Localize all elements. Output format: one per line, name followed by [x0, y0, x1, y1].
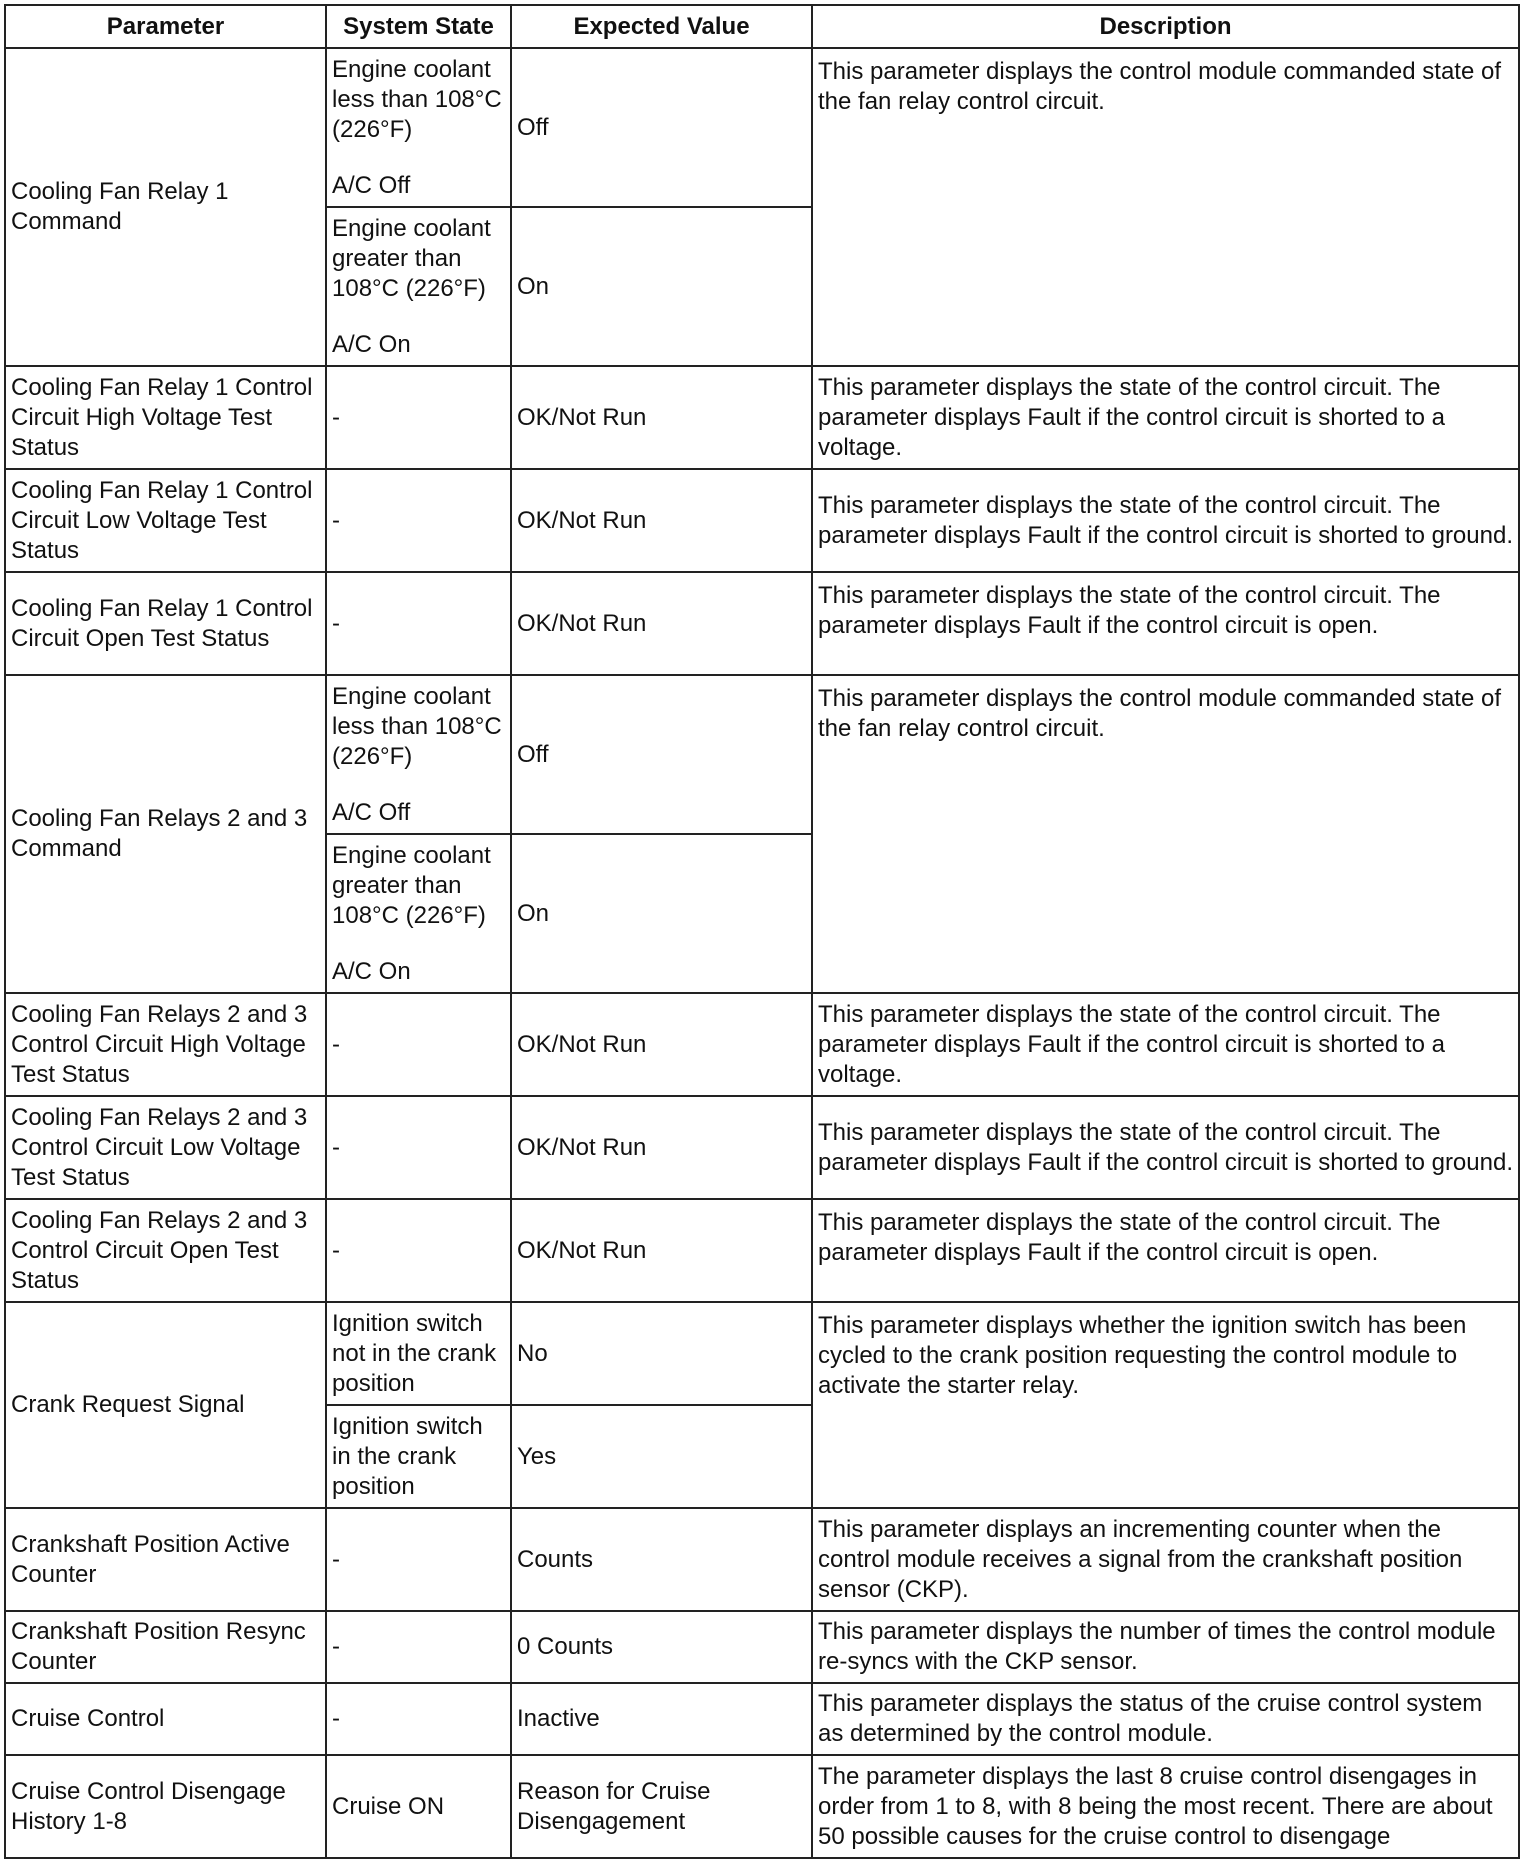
- header-row: [5, 5, 1519, 48]
- state-line: Engine coolant less than 108°C (226°F): [332, 55, 502, 143]
- description-cell: This parameter displays the control module commanded state of the fan relay control circuit.: [812, 675, 1519, 993]
- header-system-state: System State: [326, 5, 511, 48]
- parameter-cell: Cooling Fan Relays 2 and 3 Command: [5, 675, 326, 993]
- system-state-cell: -: [326, 1611, 511, 1683]
- description-cell: This parameter displays the control module commanded state of the fan relay control circuit.: [812, 48, 1519, 366]
- state-line: A/C On: [332, 330, 411, 358]
- description-cell: The parameter displays the last 8 cruise control disengages in order from 1 to 8, with 8 being the most recent. There are about 50 possible causes for the cruise control to disengage: [812, 1755, 1519, 1858]
- expected-value-cell: OK/Not Run: [511, 1096, 812, 1199]
- expected-value-cell: On: [511, 834, 812, 993]
- system-state-cell: Ignition switch in the crank position: [326, 1405, 511, 1508]
- expected-value-cell: OK/Not Run: [511, 1199, 812, 1302]
- expected-value-cell: Off: [511, 48, 812, 207]
- header-parameter: Parameter: [5, 5, 326, 48]
- table-row: [5, 469, 1519, 572]
- table-row: [5, 1302, 1519, 1405]
- expected-value-cell: On: [511, 207, 812, 366]
- table-row: [5, 1611, 1519, 1683]
- table-row: [5, 1096, 1519, 1199]
- table-row: [5, 366, 1519, 469]
- parameter-cell: Crankshaft Position Active Counter: [5, 1508, 326, 1611]
- system-state-cell: -: [326, 1683, 511, 1755]
- description-cell: This parameter displays an incrementing counter when the control module receives a signal from the crankshaft position sensor (CKP).: [812, 1508, 1519, 1611]
- expected-value-cell: OK/Not Run: [511, 469, 812, 572]
- expected-value-cell: OK/Not Run: [511, 366, 812, 469]
- state-line: Engine coolant greater than 108°C (226°F): [332, 214, 491, 302]
- description-cell: This parameter displays the state of the control circuit. The parameter displays Fault if the control circuit is shorted to ground.: [812, 469, 1519, 572]
- system-state-cell: -: [326, 1199, 511, 1302]
- description-cell: This parameter displays whether the ignition switch has been cycled to the crank position requesting the control module to activate the starter relay.: [812, 1302, 1519, 1508]
- parameter-table: [4, 4, 1520, 1859]
- system-state-cell: [326, 675, 511, 834]
- parameter-cell: Cooling Fan Relays 2 and 3 Control Circuit Open Test Status: [5, 1199, 326, 1302]
- description-cell: This parameter displays the number of times the control module re-syncs with the CKP sensor.: [812, 1611, 1519, 1683]
- description-cell: This parameter displays the state of the control circuit. The parameter displays Fault if the control circuit is shorted to a voltage.: [812, 993, 1519, 1096]
- header-expected-value: Expected Value: [511, 5, 812, 48]
- state-line: A/C Off: [332, 171, 411, 199]
- table-row: [5, 675, 1519, 834]
- expected-value-cell: Inactive: [511, 1683, 812, 1755]
- table-row: [5, 1683, 1519, 1755]
- table-row: [5, 572, 1519, 675]
- header-description: Description: [812, 5, 1519, 48]
- table-row: [5, 1755, 1519, 1858]
- state-line: A/C Off: [332, 798, 411, 826]
- system-state-cell: [326, 48, 511, 207]
- state-line: A/C On: [332, 957, 411, 985]
- parameter-cell: Cooling Fan Relays 2 and 3 Control Circuit Low Voltage Test Status: [5, 1096, 326, 1199]
- system-state-cell: Cruise ON: [326, 1755, 511, 1858]
- expected-value-cell: Yes: [511, 1405, 812, 1508]
- system-state-cell: -: [326, 993, 511, 1096]
- description-cell: This parameter displays the state of the control circuit. The parameter displays Fault if the control circuit is shorted to a voltage.: [812, 366, 1519, 469]
- parameter-cell: Crank Request Signal: [5, 1302, 326, 1508]
- description-cell: This parameter displays the state of the control circuit. The parameter displays Fault if the control circuit is open.: [812, 1199, 1519, 1302]
- table-row: [5, 1199, 1519, 1302]
- system-state-cell: -: [326, 572, 511, 675]
- expected-value-cell: 0 Counts: [511, 1611, 812, 1683]
- parameter-cell: Cooling Fan Relay 1 Control Circuit Low Voltage Test Status: [5, 469, 326, 572]
- parameter-cell: Cooling Fan Relay 1 Control Circuit High Voltage Test Status: [5, 366, 326, 469]
- expected-value-cell: No: [511, 1302, 812, 1405]
- parameter-cell: Cruise Control: [5, 1683, 326, 1755]
- system-state-cell: -: [326, 1096, 511, 1199]
- system-state-cell: Ignition switch not in the crank position: [326, 1302, 511, 1405]
- expected-value-cell: OK/Not Run: [511, 993, 812, 1096]
- parameter-cell: Crankshaft Position Resync Counter: [5, 1611, 326, 1683]
- state-line: Engine coolant greater than 108°C (226°F): [332, 841, 491, 929]
- table-row: [5, 1508, 1519, 1611]
- expected-value-cell: Counts: [511, 1508, 812, 1611]
- expected-value-cell: Reason for Cruise Disengagement: [511, 1755, 812, 1858]
- system-state-cell: [326, 834, 511, 993]
- description-cell: This parameter displays the status of the cruise control system as determined by the control module.: [812, 1683, 1519, 1755]
- parameter-cell: Cooling Fan Relays 2 and 3 Control Circuit High Voltage Test Status: [5, 993, 326, 1096]
- description-cell: This parameter displays the state of the control circuit. The parameter displays Fault if the control circuit is open.: [812, 572, 1519, 675]
- system-state-cell: -: [326, 366, 511, 469]
- parameter-cell: Cooling Fan Relay 1 Command: [5, 48, 326, 366]
- expected-value-cell: OK/Not Run: [511, 572, 812, 675]
- parameter-cell: Cooling Fan Relay 1 Control Circuit Open Test Status: [5, 572, 326, 675]
- expected-value-cell: Off: [511, 675, 812, 834]
- table-row: [5, 993, 1519, 1096]
- system-state-cell: [326, 207, 511, 366]
- system-state-cell: -: [326, 1508, 511, 1611]
- system-state-cell: -: [326, 469, 511, 572]
- state-line: Engine coolant less than 108°C (226°F): [332, 682, 502, 770]
- parameter-cell: Cruise Control Disengage History 1-8: [5, 1755, 326, 1858]
- description-cell: This parameter displays the state of the control circuit. The parameter displays Fault if the control circuit is shorted to ground.: [812, 1096, 1519, 1199]
- table-row: [5, 48, 1519, 207]
